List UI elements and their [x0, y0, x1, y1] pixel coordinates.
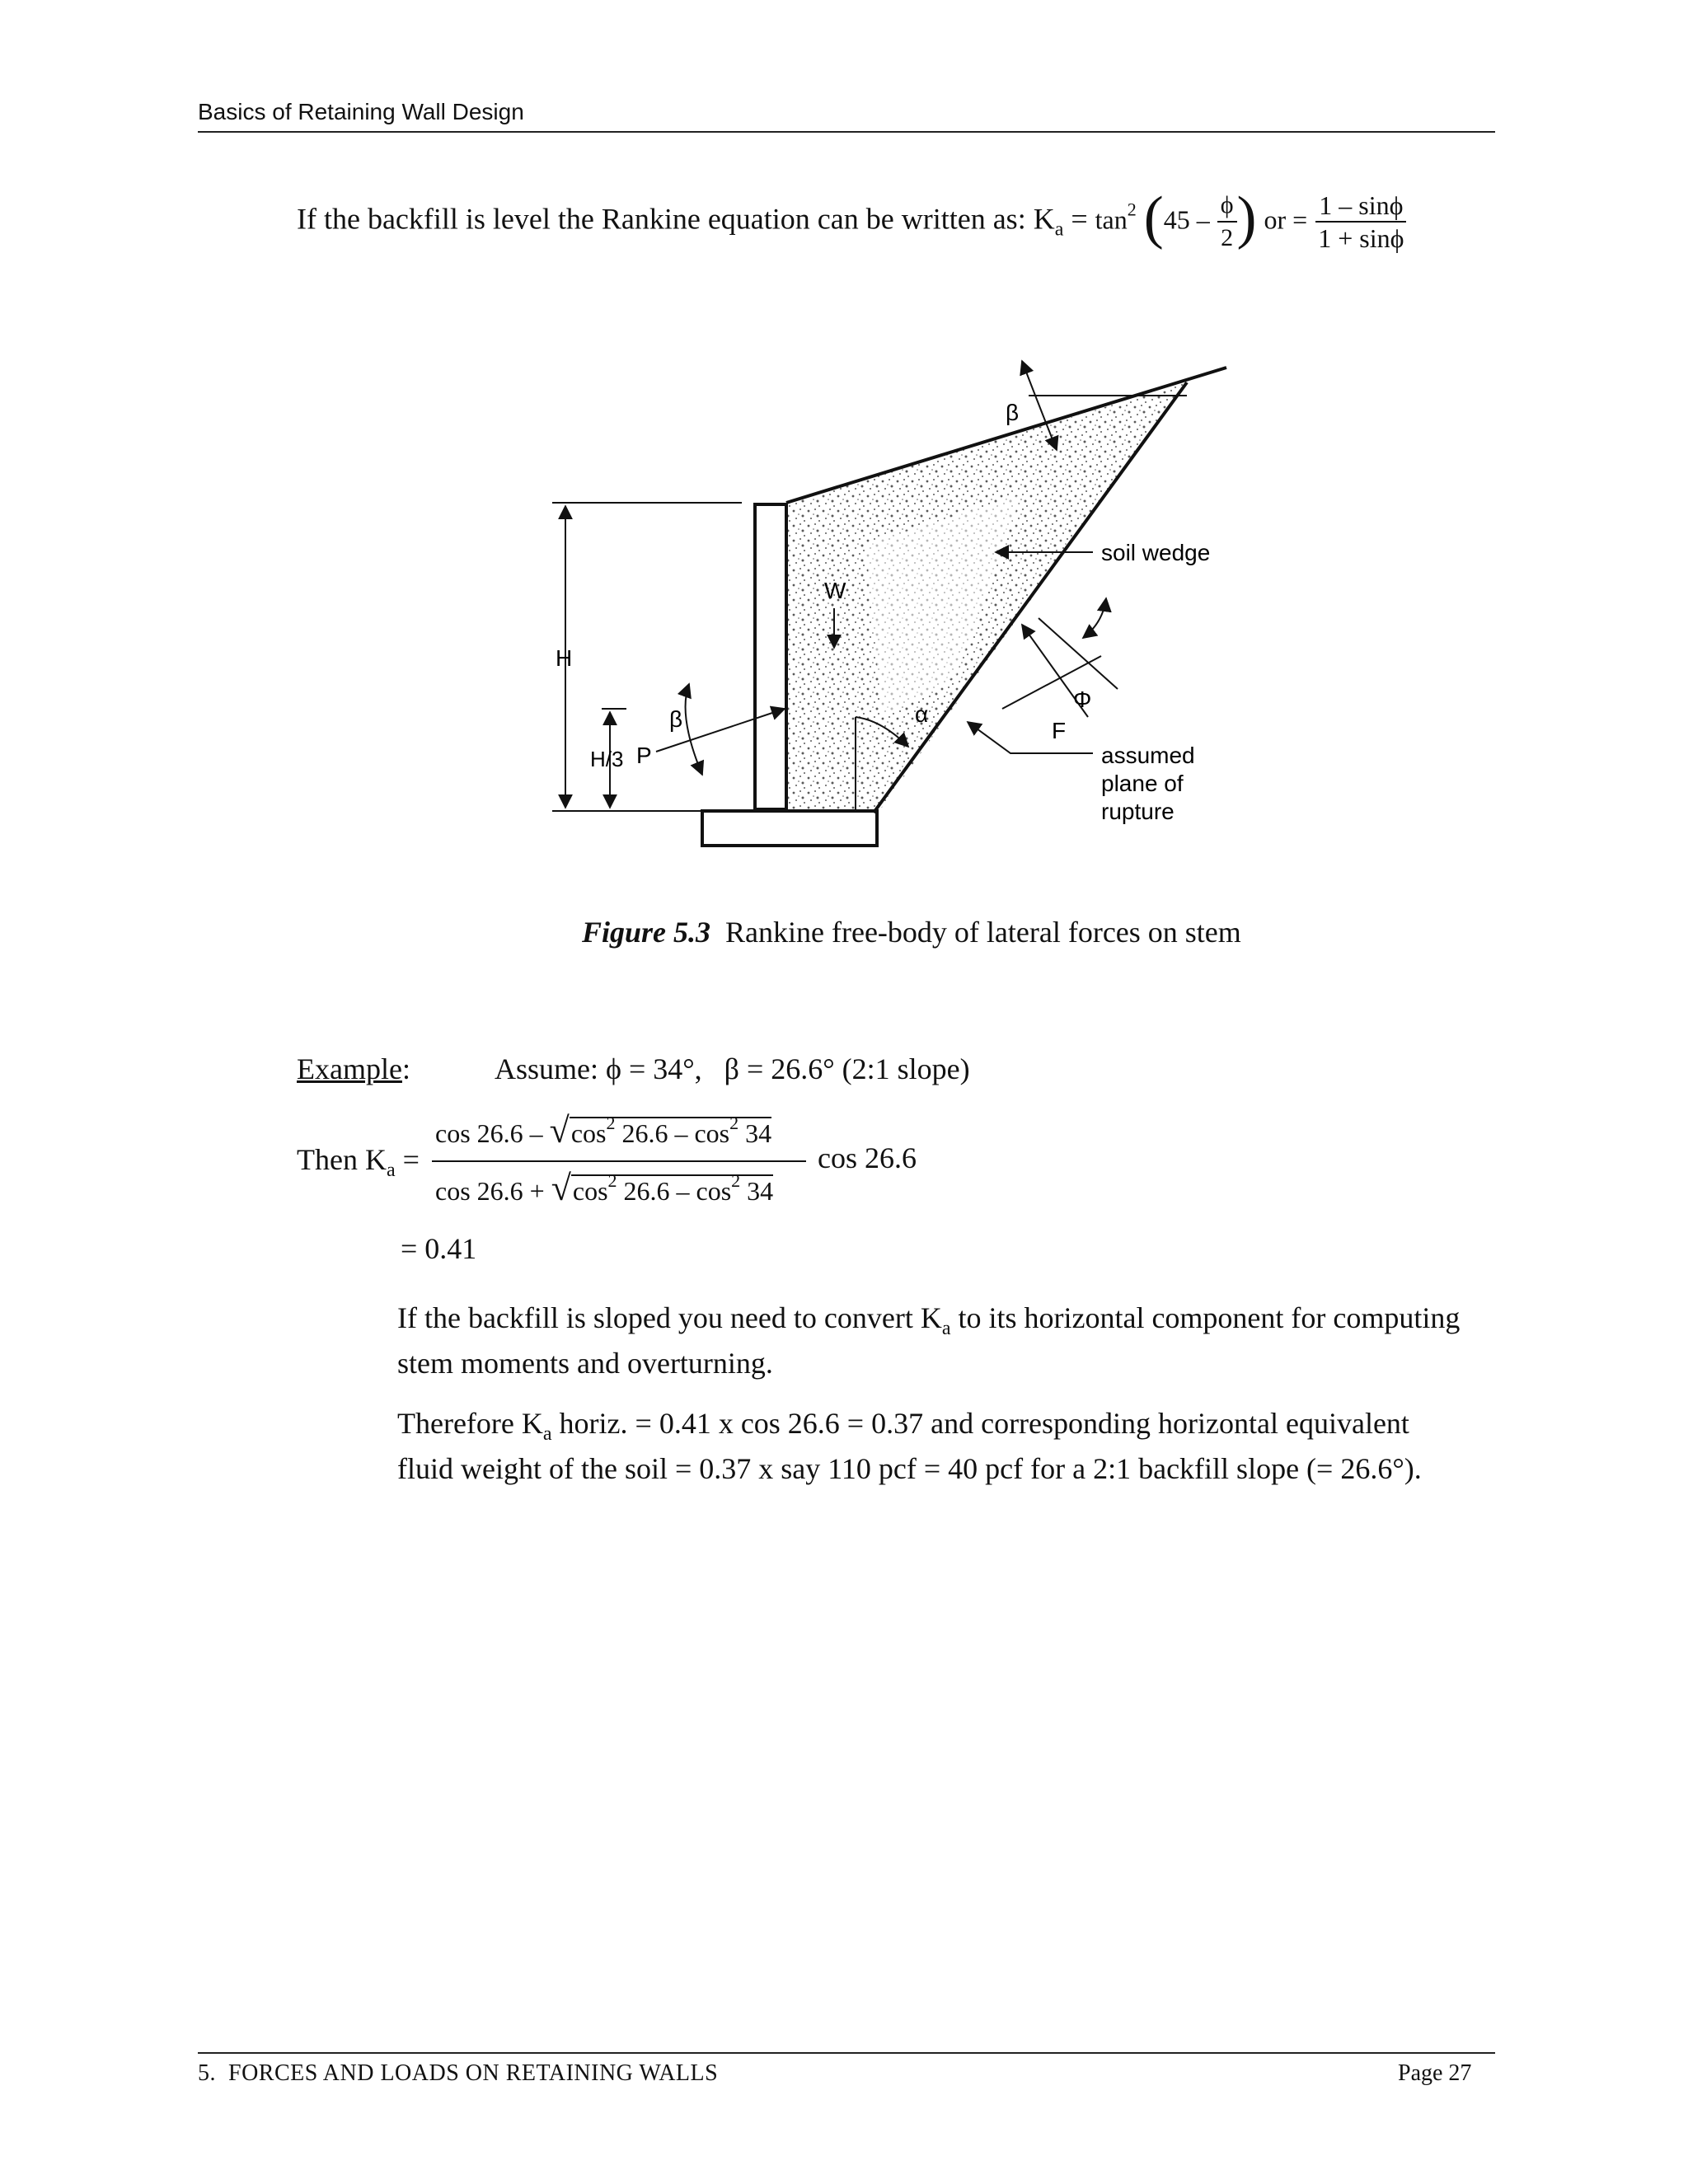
- label-alpha: α: [915, 701, 929, 727]
- den-sup-2: 2: [731, 1170, 741, 1191]
- two-den: 2: [1221, 224, 1234, 251]
- paren-close: ): [1236, 184, 1257, 251]
- para2-b: horiz. = 0.41 x cos 26.6 = 0.37 and corresponding horizontal equivalent: [551, 1407, 1409, 1440]
- label-h: H: [556, 645, 573, 671]
- beta-arc-left: [686, 684, 702, 775]
- tan-text: tan: [1095, 204, 1128, 235]
- tan-square: 2: [1127, 199, 1137, 220]
- num-sup-2: 2: [729, 1113, 739, 1133]
- example-label: [297, 1052, 410, 1086]
- para1-b: to its horizontal component for computing: [950, 1301, 1461, 1334]
- den-sup-1: 2: [607, 1170, 617, 1191]
- caption-number: Figure 5.3: [582, 916, 711, 949]
- phi-num: ϕ: [1217, 190, 1237, 223]
- num-sup-1: 2: [606, 1113, 616, 1133]
- label-rupture-1: assumed: [1101, 743, 1195, 768]
- ka-denominator: $\cos 26.6 + √\cos^2$ $26.6 - \cos^2 34$: [435, 1168, 774, 1208]
- rupture-leader: [968, 722, 1093, 753]
- then-ka: [297, 1142, 420, 1188]
- wall-stem: [755, 504, 786, 809]
- phi-over-two: [1217, 190, 1237, 254]
- intro-equals: =: [1063, 202, 1095, 236]
- label-rupture-3: rupture: [1101, 799, 1175, 824]
- then-sub-a: a: [386, 1160, 396, 1181]
- num-cos2: cos: [570, 1118, 607, 1148]
- den-cos2: cos: [572, 1176, 608, 1206]
- label-beta-top: β: [1006, 400, 1020, 425]
- den-34: 34: [740, 1176, 774, 1206]
- para1-sub: a: [941, 1318, 951, 1339]
- ka-numerator: $\cos 26.6 - √\cos^2$ $26.6 - \cos^2 34$: [435, 1110, 772, 1151]
- footer-page-number: Page 27: [1398, 2060, 1472, 2086]
- horizontal-component-paragraph: [397, 1406, 1502, 1486]
- or-equals: or =: [1264, 204, 1308, 235]
- rankine-level-equation: [297, 184, 1407, 254]
- para2-c: fluid weight of the soil = 0.37 x say 110 pcf = 40 pcf for a 2:1 backfill slope (= 26.6°).: [397, 1452, 1422, 1485]
- sin-num: 1 – sinϕ: [1315, 190, 1406, 223]
- den-mid: 26.6 – cos: [617, 1176, 732, 1206]
- wall-footing: [702, 811, 877, 846]
- para2-a: Therefore K: [397, 1407, 543, 1440]
- example-colon: :: [401, 1052, 410, 1085]
- num-34: 34: [738, 1118, 772, 1148]
- phi-arc: [1083, 598, 1106, 638]
- sin-den: 1 + sinϕ: [1318, 223, 1404, 253]
- label-h3: H/3: [590, 747, 624, 771]
- footer-rule: [198, 2052, 1495, 2054]
- num-cos: cos 26.6 –: [435, 1118, 543, 1148]
- para1-c: stem moments and overturning.: [397, 1347, 773, 1380]
- intro-sub-a: a: [1054, 218, 1064, 241]
- label-phi: Φ: [1073, 687, 1092, 712]
- figure-caption: [582, 915, 1241, 949]
- den-cos: cos 26.6 +: [435, 1176, 545, 1206]
- intro-lead: If the backfill is level the Rankine equation can be written as: K: [297, 202, 1055, 236]
- label-rupture-2: plane of: [1101, 771, 1184, 796]
- sin-fraction: [1315, 190, 1407, 254]
- label-soil-wedge: soil wedge: [1101, 540, 1211, 565]
- label-beta-left: β: [669, 706, 683, 732]
- then-text: Then K: [297, 1143, 387, 1176]
- label-f: F: [1052, 718, 1067, 743]
- ka-times-cos: cos 26.6: [818, 1141, 917, 1174]
- forty-five-minus: 45 –: [1163, 204, 1210, 235]
- then-equals: =: [395, 1143, 420, 1176]
- label-w: W: [824, 578, 846, 603]
- para1-a: If the backfill is sloped you need to convert K: [397, 1301, 942, 1334]
- num-mid: 26.6 – cos: [615, 1118, 730, 1148]
- sloped-backfill-paragraph: [397, 1301, 1502, 1380]
- f-phi-line: [1039, 618, 1118, 689]
- example-word: Example: [297, 1052, 402, 1085]
- header-rule: [198, 131, 1495, 133]
- ka-result: = 0.41: [401, 1232, 477, 1265]
- footer-chapter: 5. FORCES AND LOADS ON RETAINING WALLS: [198, 2060, 719, 2086]
- running-header: Basics of Retaining Wall Design: [198, 99, 524, 124]
- para2-sub: a: [542, 1423, 552, 1445]
- ka-fraction-bar: [432, 1160, 806, 1162]
- retaining-wall-figure: [495, 330, 1302, 874]
- paren-open: (: [1143, 184, 1164, 251]
- caption-text: Rankine free-body of lateral forces on stem: [725, 916, 1241, 949]
- label-p: P: [636, 743, 652, 768]
- example-assume: Assume: ϕ = 34°, β = 26.6° (2:1 slope): [495, 1052, 970, 1085]
